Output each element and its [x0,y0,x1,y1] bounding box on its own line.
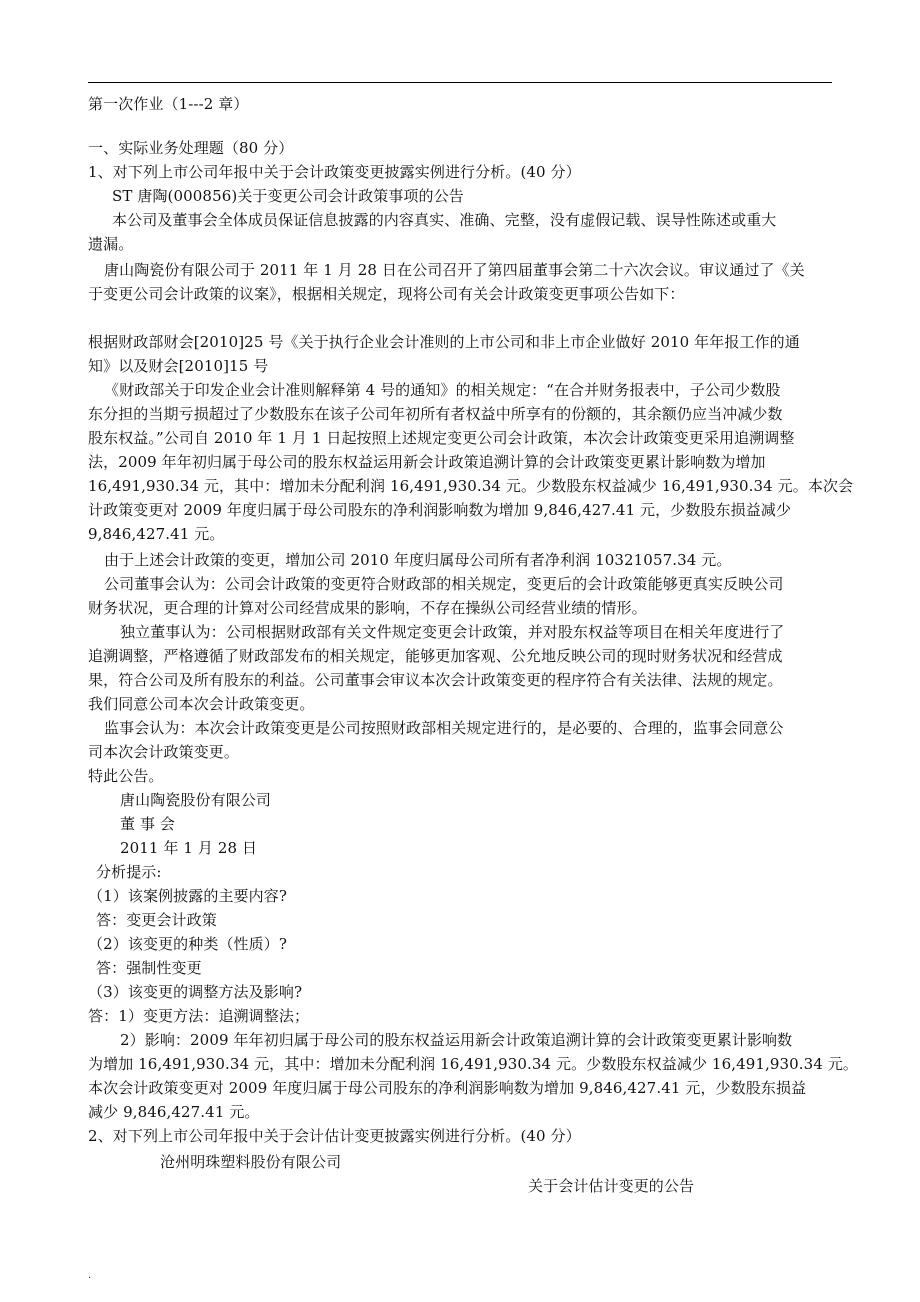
analysis-answer: 答：变更会计政策 [96,911,217,929]
text-line: 独立董事认为：公司根据财政部有关文件规定变更会计政策，并对股东权益等项目在相关年度进行了 [120,623,785,641]
text-line: 监事会认为：本次会计政策变更是公司按照财政部相关规定进行的，是必要的、合理的，监事会同意公 [104,719,784,737]
text-line: 股东权益。”公司自 2010 年 1 月 1 日起按照上述规定变更公司会计政策，本次会计政策变更采用追溯调整 [88,429,795,447]
analysis-answer: 2）影响：2009 年年初归属于母公司的股东权益运用新会计政策追溯计算的会计政策变更累计影响数 [120,1031,793,1049]
analysis-answer: 答：1）变更方法：追溯调整法； [88,1007,310,1025]
analysis-question: （1）该案例披露的主要内容? [88,887,287,905]
text-line: 根据财政部财会[2010]25 号《关于执行企业会计准则的上市公司和非上市企业做好 2010 年年报工作的通 [88,333,800,351]
text-line: 东分担的当期亏损超过了少数股东在该子公司年初所有者权益中所享有的份额的，其余额仍应当冲减少数 [88,405,783,423]
text-line: 公司董事会认为：公司会计政策的变更符合财政部的相关规定，变更后的会计政策能够更真实反映公司 [104,575,784,593]
analysis-question: （3）该变更的调整方法及影响? [88,983,303,1001]
text-line: 司本次会计政策变更。 [88,743,240,761]
signature-board: 董 事 会 [120,815,176,833]
question-1: 1、对下列上市公司年报中关于会计政策变更披露实例进行分析。(40 分） [88,163,581,181]
text-line: 我们同意公司本次会计政策变更。 [88,695,315,713]
text-line: 9,846,427.41 元。 [88,525,225,543]
analysis-question: （2）该变更的种类（性质）? [88,935,287,953]
question-2: 2、对下列上市公司年报中关于会计估计变更披露实例进行分析。(40 分） [88,1127,581,1145]
text-line: 由于上述会计政策的变更，增加公司 2010 年度归属母公司所有者净利润 10321057.34 元。 [104,551,732,569]
text-line: 果，符合公司及所有股东的利益。公司董事会审议本次会计政策变更的程序符合有关法律、法规的规定。 [88,671,783,689]
text-line: 16,491,930.34 元，其中：增加未分配利润 16,491,930.34 元。少数股东权益减少 16,491,930.34 元。本次会 [88,477,854,495]
text-line: 《财政部关于印发企业会计准则解释第 4 号的通知》的相关规定：“在合并财务报表中，子公司少数股 [104,381,781,399]
header-rule [88,82,832,83]
analysis-hint: 分析提示: [96,863,162,881]
assignment-title: 第一次作业（1---2 章） [88,95,249,113]
text-line: 特此公告。 [88,767,164,785]
text-line: 计政策变更对 2009 年度归属于母公司股东的净利润影响数为增加 9,846,427.41 元，少数股东损益减少 [88,501,792,519]
text-line: 遗漏。 [88,235,134,253]
text-line: 本公司及董事会全体成员保证信息披露的内容真实、准确、完整，没有虚假记载、误导性陈述或重大 [112,211,777,229]
analysis-answer: 减少 9,846,427.41 元。 [88,1103,260,1121]
section-heading: 一、实际业务处理题（80 分） [88,139,294,157]
text-line: 唐山陶瓷份有限公司于 2011 年 1 月 28 日在公司召开了第四届董事会第二十六次会议。审议通过了《关 [104,261,805,279]
analysis-answer: 本次会计政策变更对 2009 年度归属于母公司股东的净利润影响数为增加 9,846,427.41 元，少数股东损益 [88,1079,807,1097]
text-line: 追溯调整，严格遵循了财政部发布的相关规定，能够更加客观、公允地反映公司的现时财务状况和经营成 [88,647,783,665]
text-line: 知》以及财会[2010]15 号 [88,357,269,375]
company-name: 沧州明珠塑料股份有限公司 [160,1153,342,1171]
announcement-title: ST 唐陶(000856)关于变更公司会计政策事项的公告 [112,187,464,205]
signature-date: 2011 年 1 月 28 日 [120,839,258,857]
analysis-answer: 为增加 16,491,930.34 元，其中：增加未分配利润 16,491,930.34 元。少数股东权益减少 16,491,930.34 元。 [88,1055,859,1073]
signature-company: 唐山陶瓷股份有限公司 [120,791,272,809]
announcement-title-2: 关于会计估计变更的公告 [528,1177,695,1195]
text-line: 法，2009 年年初归属于母公司的股东权益运用新会计政策追溯计算的会计政策变更累计影响数为增加 [88,453,766,471]
footer-mark: . [88,1270,92,1281]
analysis-answer: 答：强制性变更 [96,959,202,977]
text-line: 于变更公司会计政策的议案》，根据相关规定，现将公司有关会计政策变更事项公告如下： [88,285,685,303]
text-line: 财务状况，更合理的计算对公司经营成果的影响，不存在操纵公司经营业绩的情形。 [88,599,647,617]
